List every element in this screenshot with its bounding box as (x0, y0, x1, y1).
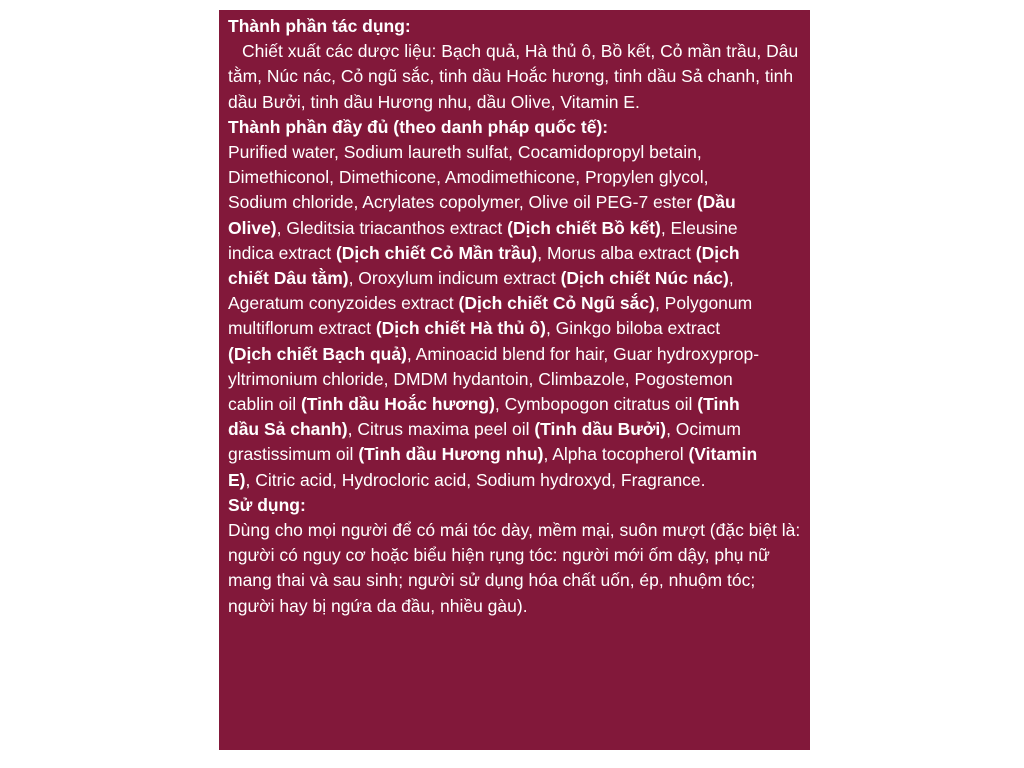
inci-name-text: grastissimum oil (228, 444, 359, 465)
full-ingredients-line (228, 241, 802, 266)
inci-name-text: , Gleditsia triacanthos extract (276, 217, 508, 238)
full-ingredients-line (228, 266, 802, 291)
full-ingredients-line (228, 417, 802, 442)
vietnamese-name-text: (Dịch (695, 242, 740, 263)
inci-name-text: , Citric acid, Hydrocloric acid, Sodium hydroxyd, Fragrance. (245, 469, 706, 490)
inci-name-text: , Cymbopogon citratus oil (494, 394, 698, 415)
full-ingredients-line (228, 140, 802, 165)
inci-name-text: cablin oil (228, 394, 301, 415)
full-ingredients-line (228, 468, 802, 493)
vietnamese-name-text: (Dầu (696, 192, 736, 213)
full-ingredients-line (228, 291, 802, 316)
vietnamese-name-text: (Dịch chiết Núc nác) (560, 268, 729, 289)
inci-name-text: , Ocimum (666, 419, 741, 440)
usage-line: Dùng cho mọi người để có mái tóc dày, mềm mại, suôn mượt (đặc biệt là: (228, 520, 801, 541)
inci-name-text: yltrimonium chloride, DMDM hydantoin, Climbazole, Pogostemon (228, 368, 733, 389)
vietnamese-name-text: (Dịch chiết Bồ kết) (507, 217, 661, 238)
usage-heading: Sử dụng: (228, 494, 306, 515)
vietnamese-name-text: (Dịch chiết Cỏ Mần trầu) (335, 242, 538, 263)
inci-name-text: Dimethiconol, Dimethicone, Amodimethicone, Propylen glycol, (228, 167, 709, 188)
inci-name-text: , Eleusine (660, 217, 738, 238)
active-ingredients-line: Chiết xuất các dược liệu: Bạch quả, Hà thủ ô, Bồ kết, Cỏ mần trầu, Dâu (242, 41, 799, 62)
usage-line: mang thai và sau sinh; người sử dụng hóa chất uốn, ép, nhuộm tóc; (228, 570, 756, 591)
full-ingredients-list (228, 140, 802, 493)
inci-name-text: , Ginkgo biloba extract (545, 318, 721, 339)
active-ingredients-line: dầu Bưởi, tinh dầu Hương nhu, dầu Olive, Vitamin E. (228, 91, 640, 112)
vietnamese-name-text: (Tinh dầu Hương nhu) (358, 444, 544, 465)
vietnamese-name-text: (Tinh dầu Bưởi) (534, 419, 667, 440)
vietnamese-name-text: (Dịch chiết Cỏ Ngũ sắc) (458, 293, 655, 314)
vietnamese-name-text: Olive) (228, 217, 277, 238)
inci-name-text: , (728, 268, 734, 289)
full-ingredients-line (228, 316, 802, 341)
full-ingredients-line (228, 216, 802, 241)
full-ingredients-line (228, 367, 802, 392)
vietnamese-name-text: dầu Sả chanh) (228, 419, 348, 440)
inci-name-text: multiflorum extract (228, 318, 376, 339)
inci-name-text: , Oroxylum indicum extract (348, 268, 561, 289)
full-ingredients-line (228, 342, 802, 367)
inci-name-text: , Aminoacid blend for hair, Guar hydroxyprop- (406, 343, 760, 364)
active-ingredients-heading: Thành phần tác dụng: (228, 16, 411, 36)
inci-name-text: Sodium chloride, Acrylates copolymer, Olive oil PEG-7 ester (228, 192, 697, 213)
full-ingredients-line (228, 165, 802, 190)
active-ingredients-line: tằm, Núc nác, Cỏ ngũ sắc, tinh dầu Hoắc hương, tinh dầu Sả chanh, tinh (228, 66, 794, 87)
full-ingredients-line (228, 442, 802, 467)
full-ingredients-line (228, 392, 802, 417)
vietnamese-name-text: (Tinh dầu Hoắc hương) (300, 394, 495, 415)
inci-name-text: , Polygonum (654, 293, 753, 314)
vietnamese-name-text: chiết Dâu tằm) (228, 268, 349, 289)
vietnamese-name-text: (Vitamin (688, 444, 758, 465)
usage-line: người có nguy cơ hoặc biểu hiện rụng tóc: người mới ốm dậy, phụ nữ (228, 545, 770, 566)
ingredients-label-panel (219, 10, 810, 750)
usage-line: người hay bị ngứa da đầu, nhiều gàu). (228, 595, 528, 616)
inci-name-text: indica extract (228, 242, 336, 263)
vietnamese-name-text: (Tinh (697, 394, 740, 415)
inci-name-text: Purified water, Sodium laureth sulfat, Cocamidopropyl betain, (228, 142, 702, 163)
full-ingredients-heading: Thành phần đầy đủ (theo danh pháp quốc tế): (228, 116, 609, 137)
inci-name-text: , Citrus maxima peel oil (347, 419, 535, 440)
inci-name-text: , Alpha tocopherol (543, 444, 689, 465)
full-ingredients-line (228, 190, 802, 215)
inci-name-text: , Morus alba extract (537, 242, 696, 263)
vietnamese-name-text: (Dịch chiết Bạch quả) (228, 343, 407, 364)
vietnamese-name-text: E) (228, 469, 246, 490)
inci-name-text: Ageratum conyzoides extract (228, 293, 459, 314)
vietnamese-name-text: (Dịch chiết Hà thủ ô) (375, 318, 546, 339)
